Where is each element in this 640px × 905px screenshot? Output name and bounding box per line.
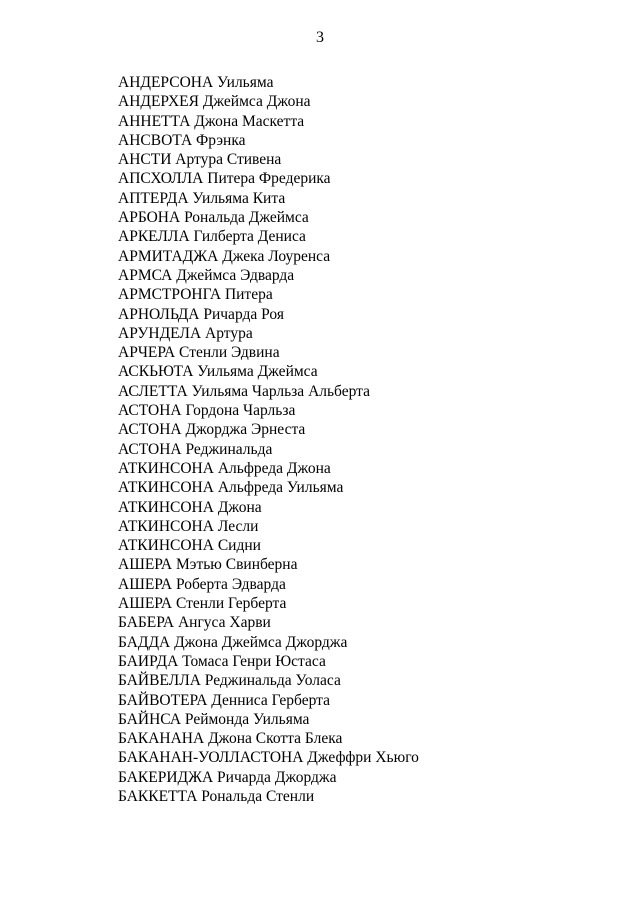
list-item: АШЕРА Стенли Герберта: [118, 595, 287, 613]
list-item: АРУНДЕЛА Артура: [118, 324, 253, 342]
list-item: АСЛЕТТА Уильяма Чарльза Альберта: [118, 382, 371, 400]
list-item: БАКАНАНА Джона Скотта Блека: [118, 730, 343, 748]
list-item: БАЙНСА Реймонда Уильяма: [118, 710, 310, 728]
list-item: АТКИНСОНА Сидни: [118, 537, 261, 555]
list-item: АРМСТРОНГА Питера: [118, 286, 273, 304]
list-item: БАКЕРИДЖА Ричарда Джорджа: [118, 768, 337, 786]
name-list: [118, 73, 419, 806]
list-item: АНДЕРСОНА Уильяма: [118, 74, 274, 91]
list-item: АРНОЛЬДА Ричарда Роя: [118, 305, 284, 323]
list-item: АННЕТТА Джона Маскетта: [118, 112, 305, 130]
list-item: АСТОНА Гордона Чарльза: [118, 402, 296, 420]
list-item: АНДЕРХЕЯ Джеймса Джона: [118, 93, 311, 111]
list-item: БАЙВЕЛЛА Реджинальда Уоласа: [118, 672, 341, 690]
list-item: АСКЬЮТА Уильяма Джеймса: [118, 363, 318, 381]
list-item: АСТОНА Реджинальда: [118, 440, 273, 458]
list-item: АРМИТАДЖА Джека Лоуренса: [118, 247, 331, 265]
list-item: АРКЕЛЛА Гилберта Дениса: [118, 228, 306, 246]
page-number: 3: [316, 29, 324, 46]
list-item: АПТЕРДА Уильяма Кита: [118, 189, 286, 207]
list-item: АШЕРА Роберта Эдварда: [118, 575, 286, 593]
list-item: АСТОНА Джорджа Эрнеста: [118, 421, 306, 439]
list-item: БАДДА Джона Джеймса Джорджа: [118, 633, 348, 651]
list-item: БАИРДА Томаса Генри Юстаса: [118, 652, 326, 670]
list-item: БАБЕРА Ангуса Харви: [118, 614, 271, 632]
list-item: АТКИНСОНА Альфреда Джона: [118, 459, 331, 477]
list-item: АШЕРА Мэтью Свинберна: [118, 556, 298, 574]
list-item: АРЧЕРА Стенли Эдвина: [118, 344, 280, 362]
list-item: БАЙВОТЕРА Денниса Герберта: [118, 691, 330, 709]
list-item: АПСХОЛЛА Питера Фредерика: [118, 170, 331, 188]
list-item: АНСВОТА Фрэнка: [118, 131, 246, 149]
list-item: АРБОНА Рональда Джеймса: [118, 209, 309, 227]
list-item: АНСТИ Артура Стивена: [118, 151, 282, 169]
list-item: БАККЕТТА Рональда Стенли: [118, 787, 315, 805]
list-item: АТКИНСОНА Джона: [118, 498, 262, 516]
list-item: АРМСА Джеймса Эдварда: [118, 266, 295, 284]
list-item: АТКИНСОНА Альфреда Уильяма: [118, 479, 344, 497]
list-item: АТКИНСОНА Лесли: [118, 517, 259, 535]
list-item: БАКАНАН-УОЛЛАСТОНА Джеффри Хьюго: [118, 749, 419, 767]
